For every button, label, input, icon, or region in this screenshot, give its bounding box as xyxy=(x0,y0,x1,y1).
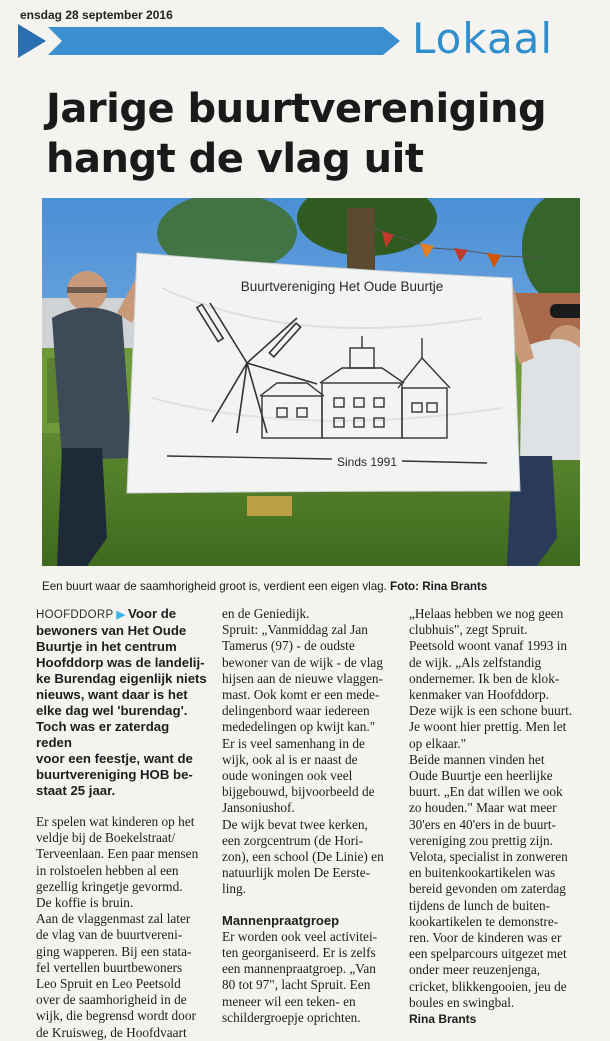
body-line: over de saamhorigheid in de xyxy=(36,992,187,1008)
body-line: een spelparcours uitgezet met xyxy=(409,946,567,962)
body-line: in rolstoelen hebben al een xyxy=(36,862,179,878)
body-line: Aan de vlaggenmast zal later xyxy=(36,911,191,927)
article-lead xyxy=(36,606,208,799)
lead-line: voor een feestje, want de xyxy=(36,751,193,766)
section-banner xyxy=(18,24,400,58)
body-line: natuurlijk molen De Eerste- xyxy=(222,865,371,881)
body-line: boules en swingbal. xyxy=(409,994,515,1010)
body-line: mededelingen op kwijt kan." xyxy=(222,719,376,735)
body-line: De koffie is bruin. xyxy=(36,895,134,911)
body-line: ren. Voor de kinderen was er xyxy=(409,930,562,946)
body-line: gezellig kringetje gevormd. xyxy=(36,878,183,894)
caption-text: Een buurt waar de saamhorigheid groot is, verdient een eigen vlag. xyxy=(42,580,391,593)
body-line: Oude Buurtje een heerlijke xyxy=(409,768,553,784)
body-line: de Kruisweg, de Hoofdvaart xyxy=(36,1024,187,1040)
body-line: bereid gevonden om zaterdag xyxy=(409,881,566,897)
headline xyxy=(46,84,586,184)
body-line: en de Geniedijk. xyxy=(222,606,310,621)
banner-arrow-dark-icon xyxy=(18,24,46,58)
body-line: 30'ers en 40'ers in de buurt- xyxy=(409,816,556,832)
column-1 xyxy=(36,606,208,1041)
lead-line: Toch was er zaterdag reden xyxy=(36,719,170,750)
body-line: 80 tot 97", lacht Spruit. Een xyxy=(222,977,371,993)
body-line: Beide mannen vinden het xyxy=(409,751,545,767)
body-line: ondernemer. Ik ben de klok- xyxy=(409,670,560,686)
body-line: clubhuis", zegt Spruit. xyxy=(409,622,528,638)
lead-line: elke dag wel 'burendag'. xyxy=(36,703,188,718)
body-line: cricket, blikkengooien, jeu de xyxy=(409,978,567,994)
column-2 xyxy=(222,606,400,1026)
body-line: kookartikelen te demonstre- xyxy=(409,913,559,929)
column-3 xyxy=(409,606,585,1027)
headline-line-1: Jarige buurtvereniging xyxy=(46,86,547,132)
body-line: De wijk bevat twee kerken, xyxy=(222,816,368,832)
body-line: wijk, die begrensd wordt door xyxy=(36,1008,196,1024)
body-line: schildergroepje oprichten. xyxy=(222,1009,361,1025)
body-line: Tamerus (97) - de oudste xyxy=(222,638,355,654)
body-line: Er spelen wat kinderen op het xyxy=(36,814,195,829)
body-line: een mannenpraatgroep. „Van xyxy=(222,961,376,977)
body-text xyxy=(409,606,585,1011)
body-line: de vlag van de buurtvereni- xyxy=(36,927,183,943)
caption-credit: Foto: Rina Brants xyxy=(390,580,488,593)
article-photo xyxy=(42,198,580,566)
body-line: Je woont hier prettig. Men let xyxy=(409,719,567,735)
headline-line-2: hangt de vlag uit xyxy=(46,136,424,182)
body-line: Velota, specialist in zonweren xyxy=(409,849,568,865)
body-line: ling. xyxy=(222,881,247,897)
body-line: ten georganiseerd. Er is zelfs xyxy=(222,945,376,961)
body-line: Peetsold woont vanaf 1993 in xyxy=(409,638,568,654)
body-text xyxy=(222,606,400,898)
body-line: vereniging zou prettig zijn. xyxy=(409,832,554,848)
lead-line: buurtvereniging HOB be- xyxy=(36,767,193,782)
body-line: delingenbord waar iedereen xyxy=(222,703,370,719)
photo-illustration xyxy=(42,198,580,566)
section-title: Lokaal xyxy=(412,14,554,63)
body-line: bijgebouwd, bijvoorbeeld de xyxy=(222,784,375,800)
body-line: tijdens de lunch de buiten- xyxy=(409,897,551,913)
lead-line: nieuws, want daar is het xyxy=(36,687,188,702)
body-line: Jansoniushof. xyxy=(222,800,295,816)
body-line: Er is veel samenhang in de xyxy=(222,735,365,751)
photo-caption xyxy=(42,580,587,593)
lead-line: ke Burendag eigenlijk niets xyxy=(36,671,207,686)
body-line: hijsen aan de nieuwe vlaggen- xyxy=(222,670,383,686)
body-line: buurt. „En dat willen we ook xyxy=(409,784,563,800)
dateline-arrow-icon: ▶ xyxy=(113,609,129,621)
body-line: Leo Spruit en Leo Peetsold xyxy=(36,976,181,992)
body-line: bewoner van de wijk - de vlag xyxy=(222,654,383,670)
body-line: zon), een school (De Linie) en xyxy=(222,849,384,865)
lead-line: Buurtje in het centrum xyxy=(36,639,177,654)
banner-bar xyxy=(48,27,400,55)
body-line: meneer wil een teken- en xyxy=(222,993,356,1009)
body-line: zo houden." Maar wat meer xyxy=(409,800,557,816)
body-line: „Helaas hebben we nog geen xyxy=(409,606,564,621)
body-line: fel vertellen buurtbewoners xyxy=(36,959,183,975)
body-line: Terveenlaan. Een paar mensen xyxy=(36,846,199,862)
subheading: Mannenpraatgroep xyxy=(222,912,340,928)
body-text xyxy=(36,814,208,1041)
issue-date: ensdag 28 september 2016 xyxy=(20,8,173,22)
body-text xyxy=(222,929,400,1026)
body-line: kenmaker van Hoofddorp. xyxy=(409,687,549,703)
lead-line: Voor de xyxy=(128,606,177,621)
byline: Rina Brants xyxy=(409,1012,477,1027)
body-line: oude woningen ook veel xyxy=(222,768,353,784)
body-line: de wijk. „Als zelfstandig xyxy=(409,654,542,670)
dateline: HOOFDDORP xyxy=(36,609,114,621)
body-line: en buitenkookartikelen was xyxy=(409,865,556,881)
body-line: Deze wijk is een schone buurt. xyxy=(409,703,573,719)
body-line: mast. Ook komt er een mede- xyxy=(222,687,380,703)
lead-line: staat 25 jaar. xyxy=(36,783,116,798)
body-line: een zorgcentrum (de Hori- xyxy=(222,832,364,848)
body-line: Er worden ook veel activitei- xyxy=(222,928,378,944)
flag-title: Buurtvereniging Het Oude Buurtje xyxy=(240,279,444,294)
lead-line: bewoners van Het Oude xyxy=(36,623,187,638)
body-line: onder meer reuzenjenga, xyxy=(409,962,541,978)
body-line: veldje bij de Boekelstraat/ xyxy=(36,830,176,846)
flag-since: Sinds 1991 xyxy=(336,455,398,469)
person-left-body xyxy=(52,307,132,460)
body-line: op elkaar." xyxy=(409,735,467,751)
lead-line: Hoofddorp was de landelij- xyxy=(36,655,205,670)
body-line: wijk, ook al is er naast de xyxy=(222,751,358,767)
body-line: Spruit: „Vanmiddag zal Jan xyxy=(222,622,368,638)
body-line: ging wapperen. Bij een stata- xyxy=(36,943,192,959)
